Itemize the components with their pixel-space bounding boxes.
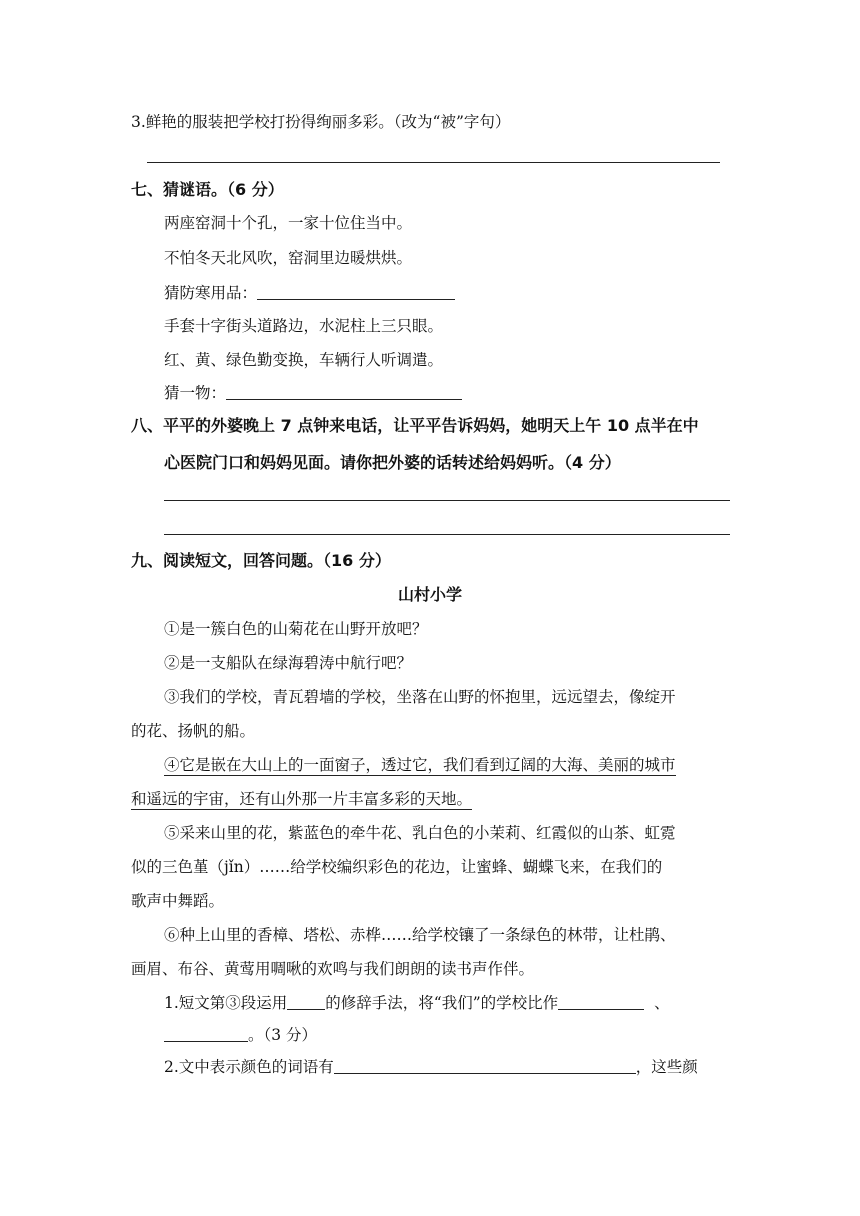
riddle-1-answer-blank[interactable] (257, 283, 455, 300)
riddle-2-prompt: 猜一物： (164, 384, 227, 402)
paragraph-5-line-1: ⑤采来山里的花，紫蓝色的牵牛花、乳白色的小茉莉、红霞似的山茶、虹霓 (164, 824, 676, 842)
question-9-1-row-2 (164, 1025, 317, 1045)
question-9-1-text-d: 。（3 分） (248, 1026, 318, 1044)
paragraph-6-line-2: 画眉、布谷、黄莺用啁啾的欢鸣与我们朗朗的读书声作伴。 (131, 960, 535, 978)
paragraph-4-line-1 (164, 755, 676, 775)
section-8-heading-line-1: 八、平平的外婆晚上 7 点钟来电话，让平平告诉妈妈，她明天上午 10 点半在中 (131, 416, 699, 435)
paragraph-3-line-1: ③我们的学校，青瓦碧墙的学校，坐落在山野的怀抱里，远远望去，像绽开 (164, 688, 676, 706)
paragraph-5-line-3: 歌声中舞蹈。 (131, 892, 225, 910)
section-8-heading-line-2: 心医院门口和妈妈见面。请你把外婆的话转述给妈妈听。（4 分） (164, 453, 621, 472)
section-9-heading: 九、阅读短文，回答问题。（16 分） (131, 551, 391, 570)
answer-line-q8-2[interactable] (164, 534, 730, 535)
metaphor-answer-blank-1[interactable] (558, 993, 644, 1010)
paragraph-2: ②是一支船队在绿海碧涛中航行吧？ (164, 654, 413, 672)
answer-line-q3[interactable] (147, 162, 720, 163)
paragraph-6-line-1: ⑥种上山里的香樟、塔松、赤桦……给学校镶了一条绿色的林带，让杜鹃、 (164, 926, 676, 944)
riddle-2-answer-row (164, 383, 462, 403)
rhetoric-answer-blank[interactable] (287, 993, 325, 1010)
paragraph-4-underlined-1: ④它是嵌在大山上的一面窗子，透过它，我们看到辽阔的大海、美丽的城市 (164, 756, 676, 774)
riddle-1-answer-row (164, 283, 455, 303)
section-7-heading: 七、猜谜语。（6 分） (131, 180, 284, 199)
paragraph-4-line-2 (131, 789, 472, 809)
question-3-text: 3.鲜艳的服装把学校打扮得绚丽多彩。（改为“被”字句） (131, 113, 511, 131)
paragraph-3-line-2: 的花、扬帆的船。 (131, 722, 256, 740)
answer-line-q8-1[interactable] (164, 500, 730, 501)
question-9-1-text-b: 的修辞手法，将“我们”的学校比作 (325, 994, 559, 1012)
metaphor-answer-blank-2[interactable] (164, 1025, 248, 1042)
question-9-2-row (164, 1057, 698, 1077)
riddle-1-prompt: 猜防寒用品： (164, 284, 258, 302)
question-9-1-text-c: 、 (654, 994, 670, 1012)
color-words-answer-blank[interactable] (334, 1057, 636, 1074)
question-9-2-text-a: 2.文中表示颜色的词语有 (164, 1058, 334, 1076)
riddle-2-line-2: 红、黄、绿色勤变换，车辆行人听调遣。 (164, 351, 444, 369)
paragraph-4-underlined-2: 和遥远的宇宙，还有山外那一片丰富多彩的天地。 (131, 790, 473, 808)
riddle-2-line-1: 手套十字街头道路边，水泥柱上三只眼。 (164, 317, 444, 335)
question-9-1-row-1 (164, 993, 670, 1013)
question-9-1-text-a: 1.短文第③段运用 (164, 994, 288, 1012)
riddle-1-line-2: 不怕冬天北风吹，窑洞里边暖烘烘。 (164, 249, 413, 267)
paragraph-5-line-2: 似的三色堇（jǐn）……给学校编织彩色的花边，让蜜蜂、蝴蝶飞来，在我们的 (131, 858, 663, 876)
question-9-2-text-b: ，这些颜 (635, 1058, 698, 1076)
paragraph-1: ①是一簇白色的山菊花在山野开放吧？ (164, 620, 428, 638)
riddle-1-line-1: 两座窑洞十个孔，一家十位住当中。 (164, 214, 413, 232)
riddle-2-answer-blank[interactable] (226, 383, 462, 400)
passage-title: 山村小学 (397, 585, 462, 604)
